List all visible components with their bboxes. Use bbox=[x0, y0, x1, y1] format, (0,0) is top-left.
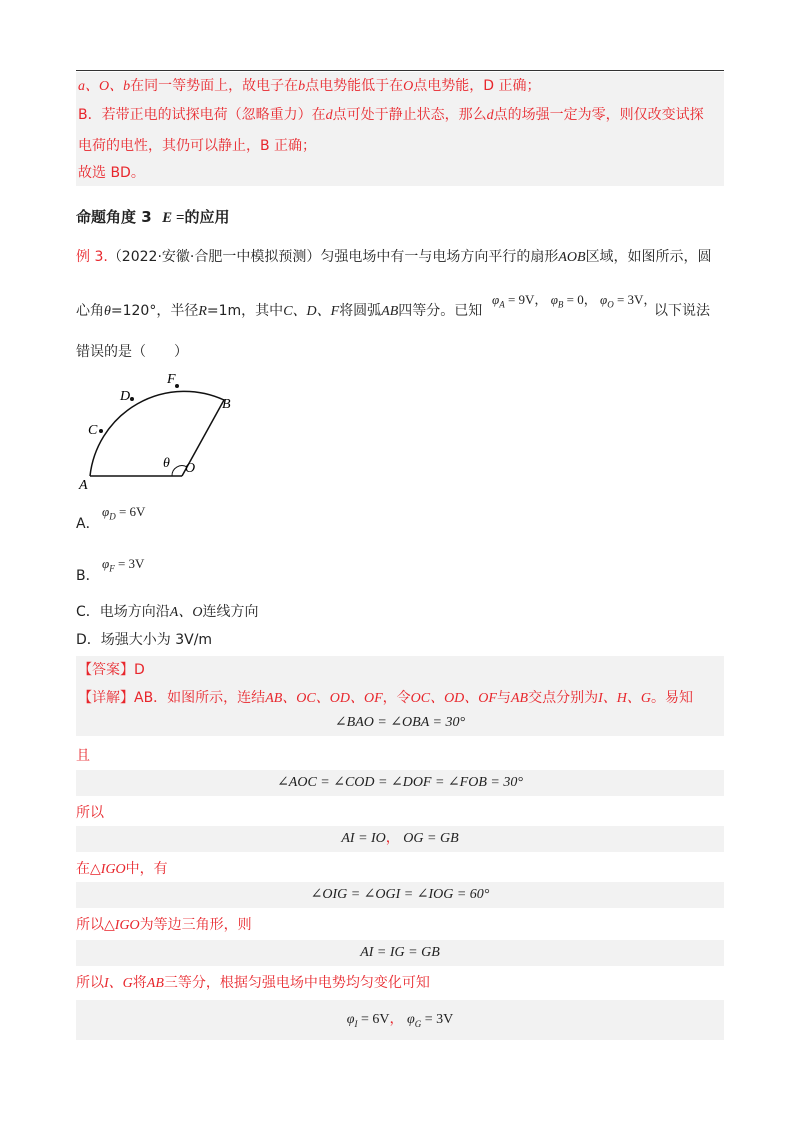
text-in-triangle: 在△IGO中，有 bbox=[76, 861, 168, 877]
label-A: A bbox=[79, 478, 88, 492]
point-C bbox=[99, 429, 103, 433]
label-O: O bbox=[185, 461, 196, 476]
equation-2: ∠AOC = ∠COD = ∠DOF = ∠FOB = 30° bbox=[277, 775, 523, 790]
given-potentials: $\varphi_A = 9V$， $\varphi_B = 0$， $\varphi_O = 3V$， bbox=[492, 292, 657, 310]
continuation-line-4: 故选 BD。 bbox=[78, 165, 145, 181]
equation-6: $\varphi_I = 6V$， $\varphi_G = 3V$ bbox=[346, 1012, 454, 1029]
sector-figure bbox=[76, 372, 256, 492]
option-A-formula: $\varphi_D = 6V$ bbox=[102, 504, 146, 522]
continuation-line-2: B．若带正电的试探电荷（忽略重力）在d点可处于静止状态，那么d点的场强一定为零，则仅改变试探 bbox=[78, 107, 704, 123]
text-equilateral: 所以△IGO为等边三角形，则 bbox=[76, 917, 252, 933]
equation-4: ∠OIG = ∠OGI = ∠IOG = 60° bbox=[310, 887, 490, 902]
label-D: D bbox=[120, 389, 131, 404]
section-heading: 命题角度 3 E =的应用 bbox=[76, 208, 230, 226]
example-line-2: 心角θ=120°，半径R=1m，其中C、D、F将圆弧AB四等分。已知 bbox=[76, 303, 483, 319]
top-rule bbox=[76, 70, 724, 71]
label-C: C bbox=[88, 423, 98, 438]
detail-line: 【详解】AB．如图所示，连结AB、OC、OD、OF，令OC、OD、OF与AB交点分别为I、H、G。易知 bbox=[78, 690, 693, 706]
label-theta: θ bbox=[163, 456, 170, 471]
example-line-3: 错误的是（ ） bbox=[76, 344, 188, 360]
point-F bbox=[175, 384, 179, 388]
option-B-label: B． bbox=[76, 568, 100, 584]
example-line-2-end: 以下说法 bbox=[654, 303, 710, 319]
continuation-line-3: 电荷的电性，其仍可以静止，B 正确； bbox=[78, 138, 317, 154]
point-D bbox=[130, 397, 134, 401]
answer-label: 【答案】D bbox=[78, 662, 145, 678]
label-F: F bbox=[167, 372, 176, 387]
sector-arc bbox=[90, 391, 224, 476]
continuation-line-1: a、O、b在同一等势面上，故电子在b点电势能低于在O点电势能，D 正确； bbox=[78, 78, 541, 94]
equation-3: AI = IO， OG = GB bbox=[341, 831, 459, 846]
text-so-1: 所以 bbox=[76, 805, 104, 821]
option-C: C．电场方向沿A、O连线方向 bbox=[76, 604, 259, 620]
equation-1: ∠BAO = ∠OBA = 30° bbox=[334, 715, 466, 730]
label-B: B bbox=[222, 397, 231, 412]
equation-5: AI = IG = GB bbox=[360, 945, 440, 960]
option-B-formula: $\varphi_F = 3V$ bbox=[102, 556, 145, 574]
option-A-label: A． bbox=[76, 516, 100, 532]
option-D: D．场强大小为 3V/m bbox=[76, 632, 213, 648]
text-trisect: 所以I、G将AB三等分，根据匀强电场中电势均匀变化可知 bbox=[76, 975, 430, 991]
example-line-1: 例 3.（2022·安徽·合肥一中模拟预测）匀强电场中有一与电场方向平行的扇形AOB区域，如图所示，圆 bbox=[76, 249, 712, 265]
text-and: 且 bbox=[76, 748, 90, 764]
